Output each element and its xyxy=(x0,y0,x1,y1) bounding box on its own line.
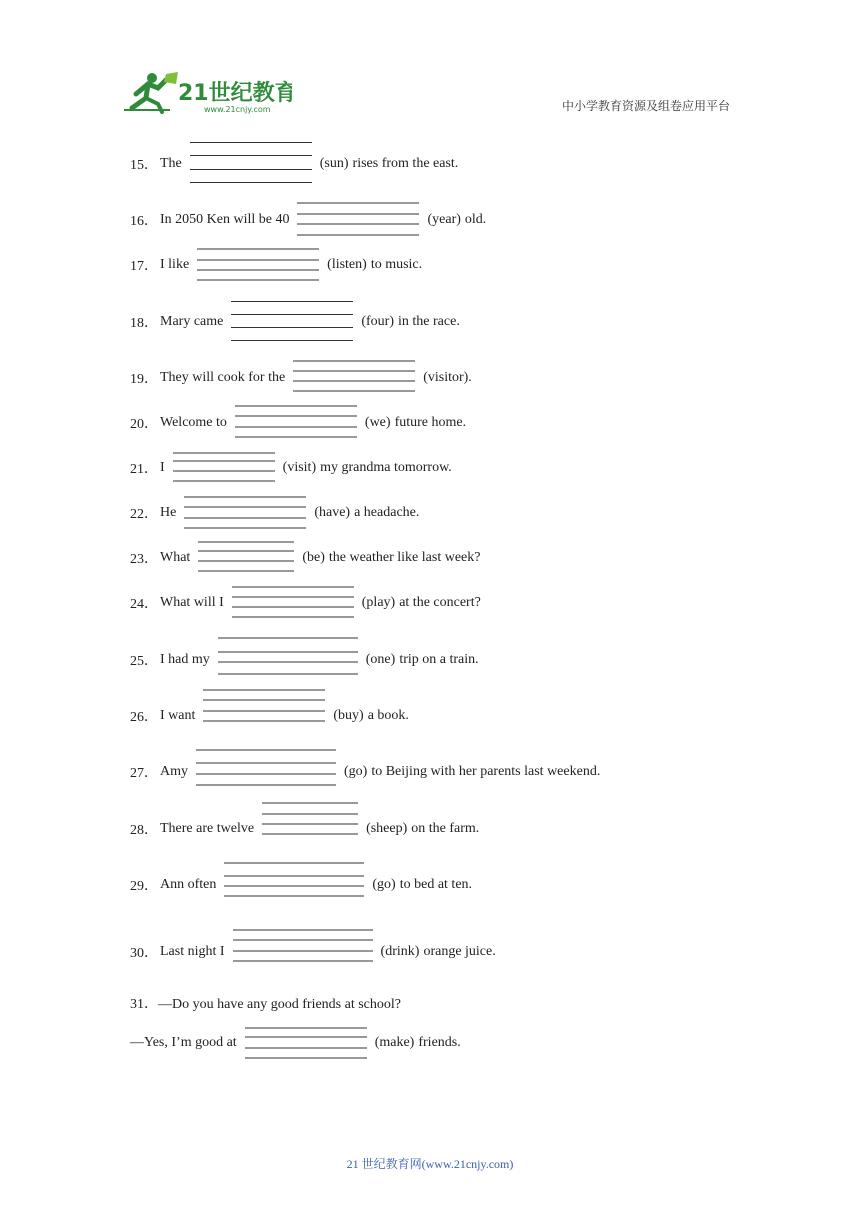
answer-blank[interactable] xyxy=(297,210,419,230)
question-hint: (go) xyxy=(344,764,368,779)
question-number: 26． xyxy=(130,710,158,725)
question-31-pre: —Yes, I’m good at xyxy=(130,1035,237,1050)
question-suffix: the weather like last week? xyxy=(328,550,481,565)
question-number: 16． xyxy=(130,214,158,229)
answer-blank[interactable] xyxy=(235,413,357,433)
answer-blank[interactable] xyxy=(233,942,373,962)
question-hint: (go) xyxy=(372,877,396,892)
question-number: 20． xyxy=(130,417,158,432)
question-row xyxy=(130,503,419,523)
question-row xyxy=(130,458,452,478)
question-number: 29． xyxy=(130,879,158,894)
question-number: 19． xyxy=(130,372,158,387)
question-row xyxy=(130,368,476,388)
question-row xyxy=(130,413,466,433)
question-hint: (listen) xyxy=(327,257,367,272)
question-prefix: The xyxy=(160,156,182,171)
answer-blank[interactable] xyxy=(173,458,275,478)
question-suffix: old. xyxy=(464,212,487,227)
question-row xyxy=(130,548,480,568)
footer-link[interactable]: 21 世纪教育网(www.21cnjy.com) xyxy=(346,1157,514,1171)
question-suffix: on the farm. xyxy=(411,821,480,836)
question-number: 25． xyxy=(130,654,158,669)
question-suffix: future home. xyxy=(394,415,467,430)
answer-blank[interactable] xyxy=(245,1033,367,1053)
site-logo xyxy=(122,68,292,114)
question-row xyxy=(130,312,460,332)
question-prefix: Ann often xyxy=(160,877,217,892)
question-hint: (visit) xyxy=(282,460,317,475)
question-suffix: to Beijing with her parents last weekend. xyxy=(371,764,601,779)
question-number: 22． xyxy=(130,507,158,522)
answer-blank[interactable] xyxy=(262,819,358,839)
answer-blank[interactable] xyxy=(198,548,294,568)
question-hint: (drink) xyxy=(380,944,420,959)
question-hint: (four) xyxy=(361,314,395,329)
question-number: 27． xyxy=(130,766,158,781)
question-31-hint: (make) xyxy=(374,1035,415,1050)
answer-blank[interactable] xyxy=(184,503,306,523)
question-number: 18． xyxy=(130,316,158,331)
answer-blank[interactable] xyxy=(203,706,325,726)
question-suffix: at the concert? xyxy=(399,595,481,610)
answer-blank[interactable] xyxy=(293,368,415,388)
question-row xyxy=(130,154,458,174)
question-hint: (visitor). xyxy=(423,370,472,385)
question-prefix: Welcome to xyxy=(160,415,227,430)
question-hint: (have) xyxy=(314,505,351,520)
question-prefix: They will cook for the xyxy=(160,370,286,385)
answer-blank[interactable] xyxy=(197,255,319,275)
answer-blank[interactable] xyxy=(218,650,358,670)
answer-blank[interactable] xyxy=(196,762,336,782)
runner-icon xyxy=(124,72,178,112)
question-hint: (buy) xyxy=(333,708,364,723)
question-row xyxy=(130,706,409,726)
question-hint: (sheep) xyxy=(366,821,408,836)
question-number: 15． xyxy=(130,158,158,173)
question-number: 17． xyxy=(130,259,158,274)
logo-text: 21世纪教育 xyxy=(178,81,292,106)
question-hint: (one) xyxy=(365,652,396,667)
header-platform-text: 中小学教育资源及组卷应用平台 xyxy=(561,99,730,113)
question-hint: (sun) xyxy=(319,156,349,171)
question-hint: (play) xyxy=(361,595,396,610)
question-prefix: He xyxy=(160,505,177,520)
question-prefix: Amy xyxy=(160,764,188,779)
question-prefix: I like xyxy=(160,257,190,272)
question-hint: (we) xyxy=(364,415,391,430)
question-number: 30． xyxy=(130,946,158,961)
question-row xyxy=(130,762,600,782)
question-prefix: I xyxy=(160,460,165,475)
question-prefix: Mary came xyxy=(160,314,224,329)
question-suffix: to music. xyxy=(370,257,423,272)
answer-blank[interactable] xyxy=(224,875,364,895)
question-suffix: a book. xyxy=(367,708,409,723)
question-number: 23． xyxy=(130,552,158,567)
question-number: 28． xyxy=(130,823,158,838)
logo-sub: www.21cnjy.com xyxy=(204,105,271,114)
question-31-prompt xyxy=(130,993,401,1013)
question-row xyxy=(130,819,479,839)
question-suffix: to bed at ten. xyxy=(399,877,473,892)
question-suffix: my grandma tomorrow. xyxy=(320,460,452,475)
question-number: 24． xyxy=(130,597,158,612)
answer-blank[interactable] xyxy=(190,154,312,174)
question-prefix: Last night I xyxy=(160,944,225,959)
question-suffix: orange juice. xyxy=(423,944,496,959)
question-prefix: I had my xyxy=(160,652,210,667)
question-31-post: friends. xyxy=(418,1035,461,1050)
question-row xyxy=(130,875,472,895)
question-suffix: in the race. xyxy=(398,314,460,329)
question-row xyxy=(130,942,496,962)
answer-blank[interactable] xyxy=(231,312,353,332)
question-row xyxy=(130,210,486,230)
question-prefix: In 2050 Ken will be 40 xyxy=(160,212,290,227)
question-hint: (be) xyxy=(302,550,325,565)
question-31-answer xyxy=(130,1033,461,1053)
question-suffix: a headache. xyxy=(354,505,420,520)
question-row xyxy=(130,255,422,275)
question-row xyxy=(130,593,481,613)
question-31-text: 31．—Do you have any good friends at school? xyxy=(130,997,401,1012)
question-prefix: There are twelve xyxy=(160,821,255,836)
question-number: 21． xyxy=(130,462,158,477)
question-prefix: I want xyxy=(160,708,196,723)
question-prefix: What xyxy=(160,550,191,565)
question-prefix: What will I xyxy=(160,595,224,610)
answer-blank[interactable] xyxy=(232,593,354,613)
question-hint: (year) xyxy=(427,212,461,227)
question-row xyxy=(130,650,479,670)
question-suffix: rises from the east. xyxy=(352,156,459,171)
question-suffix: trip on a train. xyxy=(399,652,479,667)
